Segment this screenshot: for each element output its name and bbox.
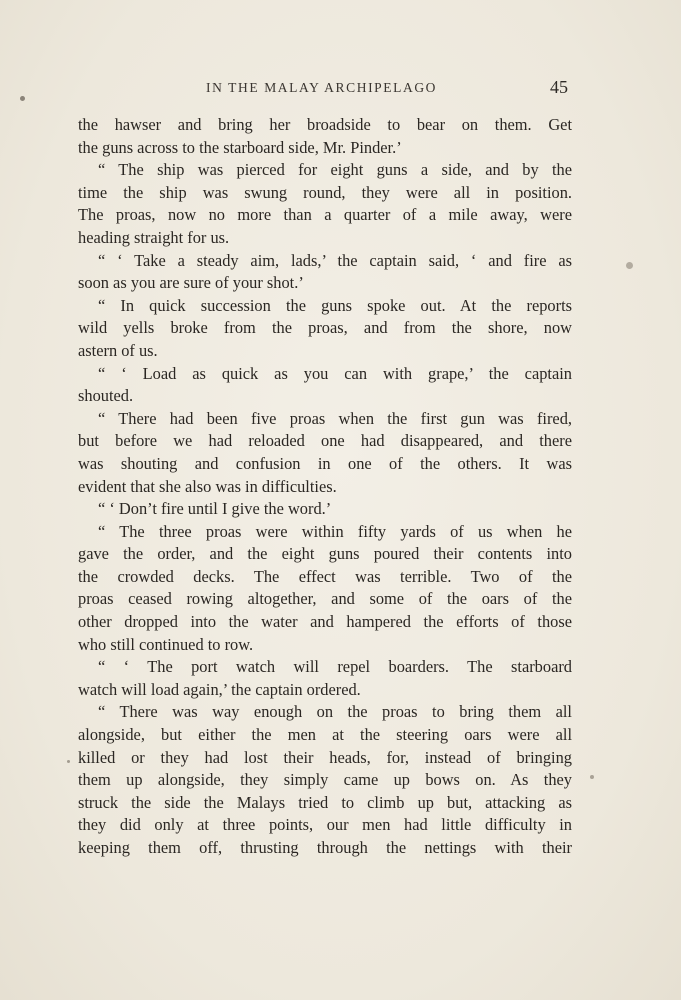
text-line: astern of us. xyxy=(78,340,158,360)
text-line: “ The three proas were within fifty yards of us when he xyxy=(98,521,572,541)
text-line: wild yells broke from the proas, and from the shore, now xyxy=(78,318,572,338)
running-head: IN THE MALAY ARCHIPELAGO xyxy=(206,80,438,95)
text-line: “ There had been five proas when the first gun was fired, xyxy=(98,408,572,428)
text-line: time the ship was swung round, they were all in position. xyxy=(78,182,572,202)
text-line: was shouting and confusion in one of the others. It was xyxy=(78,453,572,473)
text-line: but before we had reloaded one had disappeared, and there xyxy=(78,431,572,451)
page-number: 45 xyxy=(550,77,568,97)
text-line: proas ceased rowing altogether, and some of the oars of the xyxy=(78,589,572,609)
text-line: “ ‘ Load as quick as you can with grape,’ the captain xyxy=(98,363,572,383)
text-line: other dropped into the water and hampered the efforts of those xyxy=(78,612,572,632)
paper-speck xyxy=(67,760,70,763)
text-line: killed or they had lost their heads, for, instead of bringing xyxy=(78,747,572,767)
text-line: shouted. xyxy=(78,386,134,406)
text-line: The proas, now no more than a quarter of a mile away, were xyxy=(78,205,572,225)
text-line: heading straight for us. xyxy=(78,227,230,247)
text-line: evident that she also was in difficulties. xyxy=(78,476,337,496)
text-line: “ In quick succession the guns spoke out. At the reports xyxy=(98,295,572,315)
text-line: “ ‘ Take a steady aim, lads,’ the captain said, ‘ and fire as xyxy=(98,250,572,270)
text-line: keeping them off, thrusting through the nettings with their xyxy=(78,838,572,857)
paper-speck xyxy=(20,96,25,101)
text-line: the hawser and bring her broadside to bear on them. Get xyxy=(78,115,572,134)
text-line: soon as you are sure of your shot.’ xyxy=(78,273,304,293)
text-line: “ ‘ Don’t fire until I give the word.’ xyxy=(98,499,332,519)
paper-speck xyxy=(626,262,633,269)
page-header xyxy=(78,78,572,100)
paper-speck xyxy=(590,775,594,779)
text-line: who still continued to row. xyxy=(78,634,254,654)
text-line: the crowded decks. The effect was terrible. Two of the xyxy=(78,566,572,586)
text-line: watch will load again,’ the captain ordered. xyxy=(78,679,361,699)
text-line: they did only at three points, our men had little difficulty in xyxy=(78,815,572,835)
text-line: gave the order, and the eight guns poured their contents into xyxy=(78,544,572,564)
text-line: them up alongside, they simply came up bows on. As they xyxy=(78,770,572,790)
body-text xyxy=(78,114,572,860)
text-line: “ ‘ The port watch will repel boarders. The starboard xyxy=(98,657,572,677)
text-line: alongside, but either the men at the steering oars were all xyxy=(78,725,572,745)
text-line: struck the side the Malays tried to climb up but, attacking as xyxy=(78,792,572,812)
text-line: “ There was way enough on the proas to bring them all xyxy=(98,702,572,722)
text-line: “ The ship was pierced for eight guns a side, and by the xyxy=(98,160,572,180)
text-line: the guns across to the starboard side, Mr. Pinder.’ xyxy=(78,137,402,157)
